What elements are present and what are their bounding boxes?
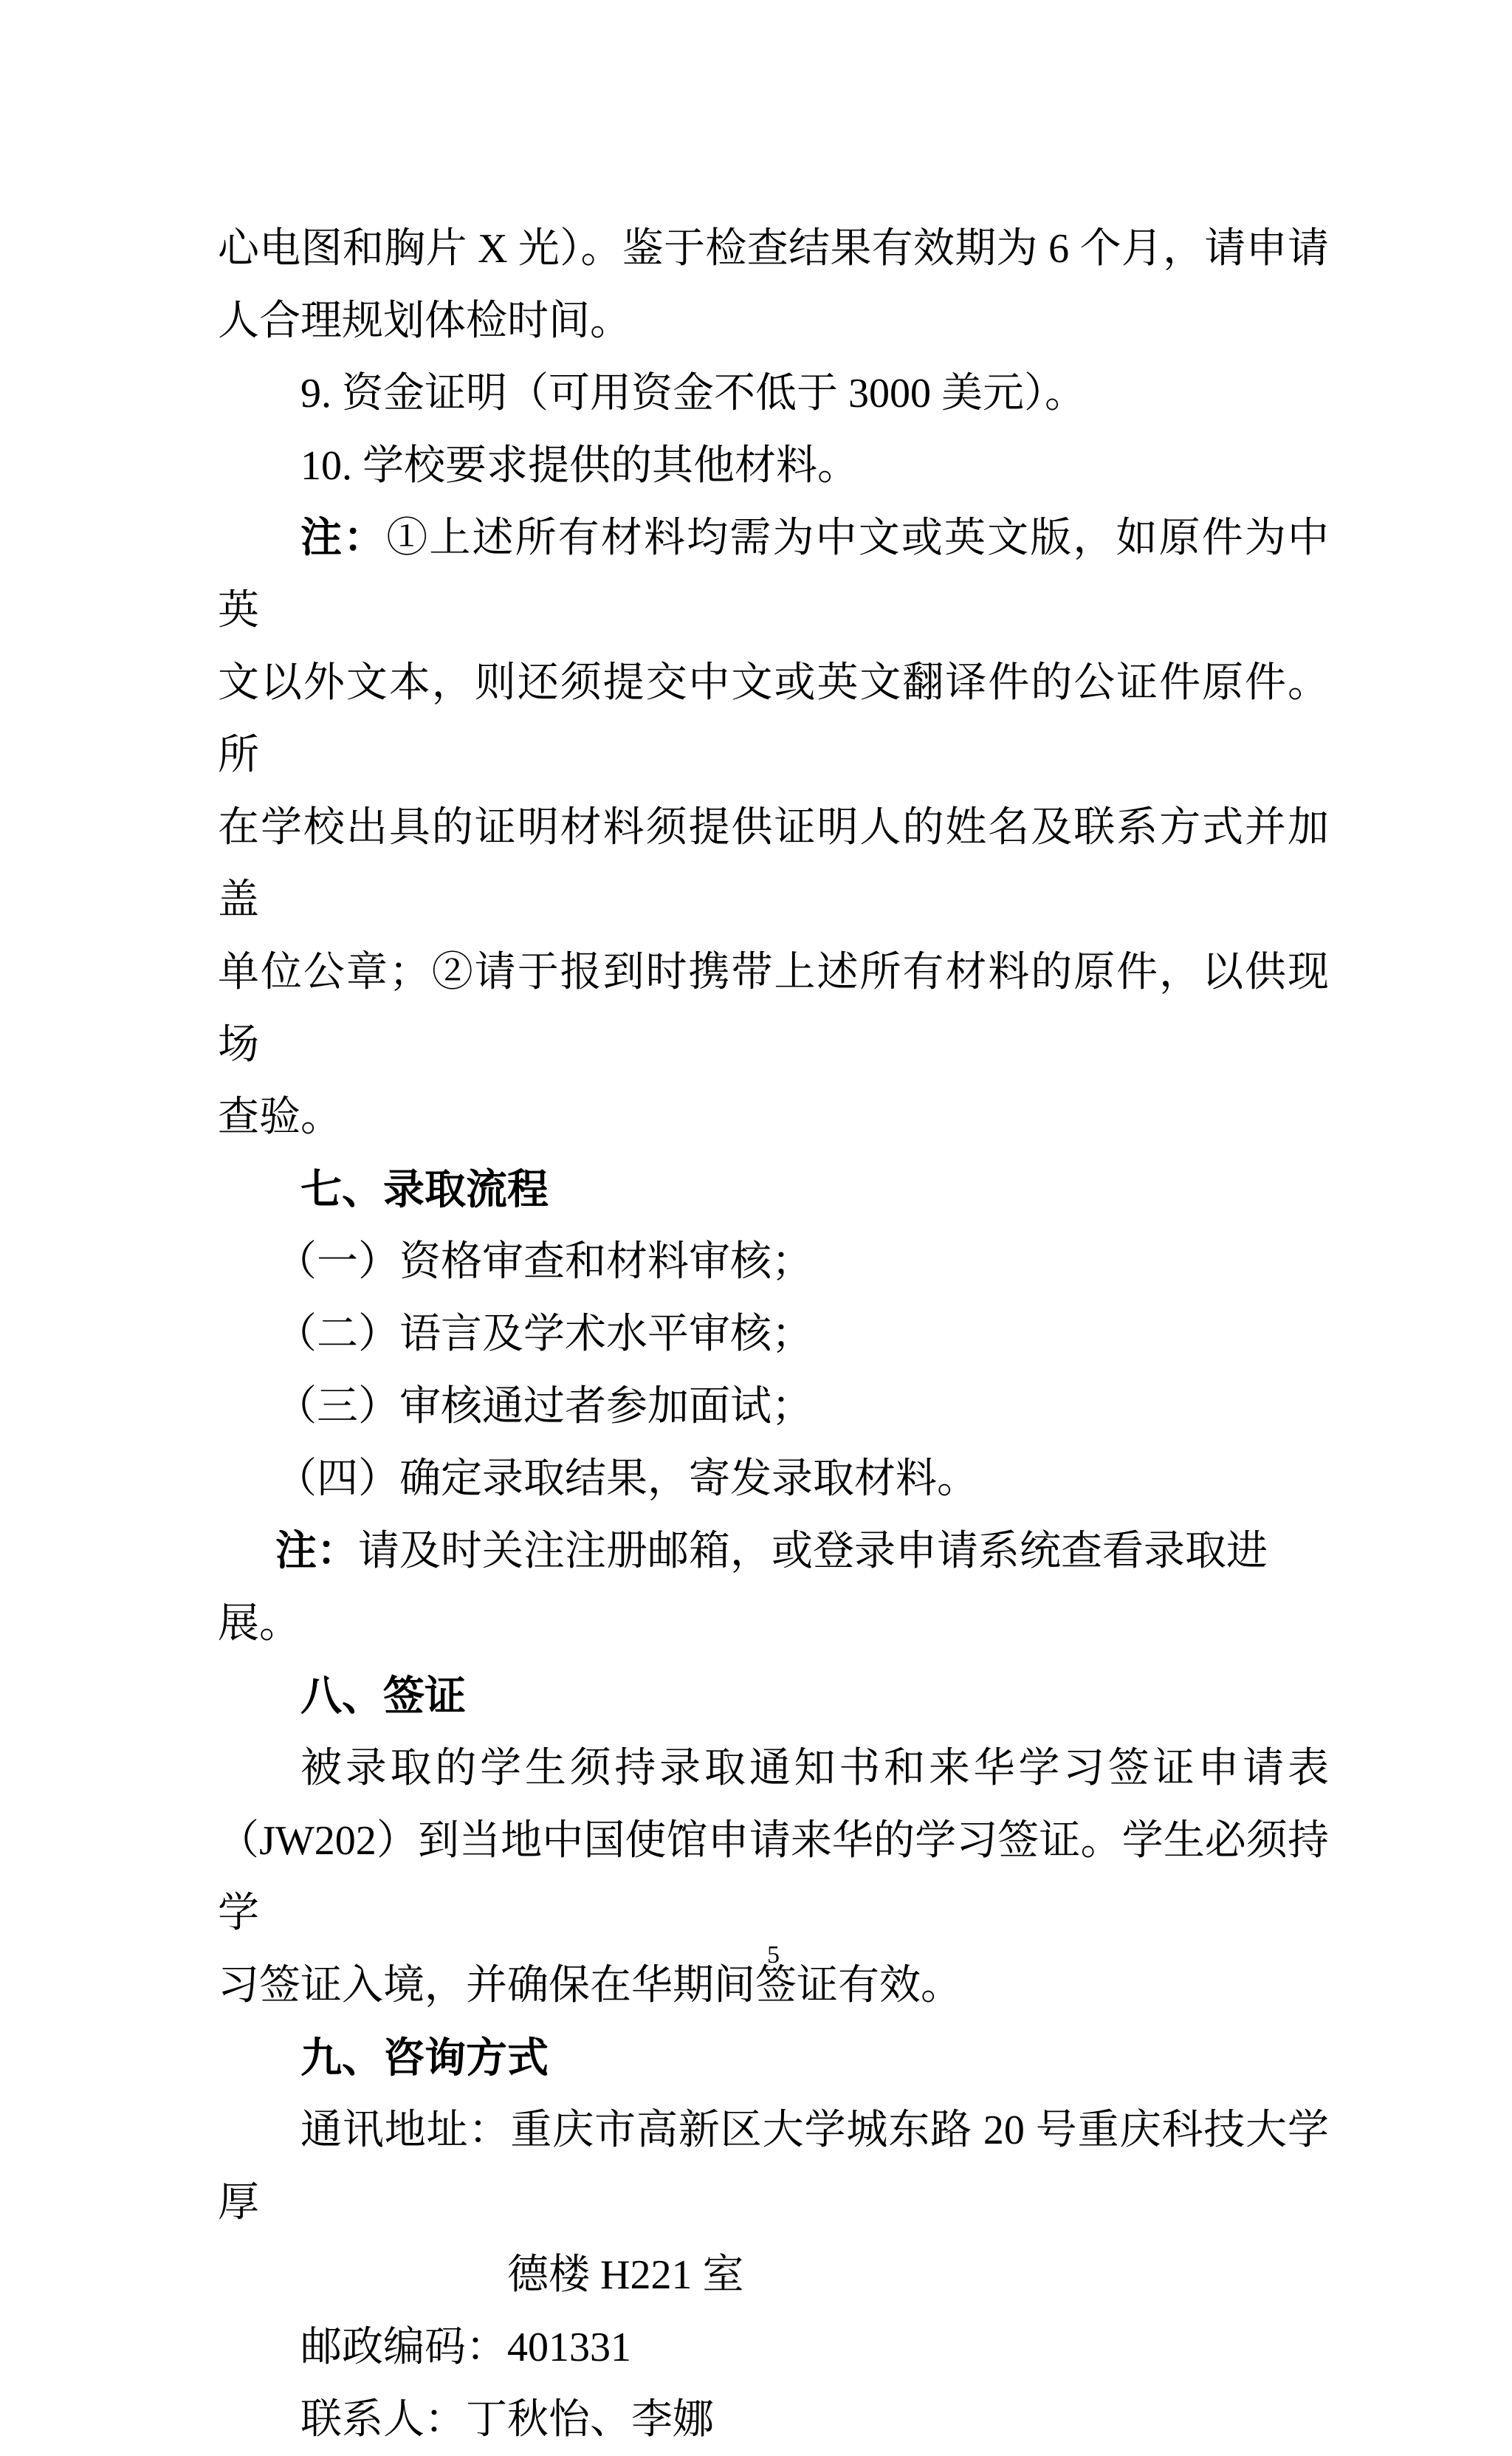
note-label: 注：: [300, 515, 387, 561]
process-step-2: [218, 1298, 1329, 1371]
note-materials-line-5: [218, 1081, 1329, 1153]
note-materials-line-2: [218, 647, 1329, 792]
section-heading-visa: [218, 1660, 1329, 1732]
line-text: 文以外文本，则还须提交中文或英文翻译件的公证件原件。所: [218, 660, 1329, 778]
note-materials-line-3: [218, 792, 1329, 936]
visa-paragraph-line-1: [218, 1732, 1329, 1805]
line-text: （JW202）到当地中国使馆申请来华的学习签证。学生必须持学: [218, 1818, 1329, 1936]
heading-text: 七、录取流程: [300, 1166, 549, 1212]
line-text: 10. 学校要求提供的其他材料。: [300, 443, 859, 489]
page-number: 5: [767, 1941, 780, 1969]
heading-text: 八、签证: [300, 1673, 466, 1719]
list-item-10-other-materials: [218, 430, 1329, 502]
contact-address-line-1: [218, 2094, 1329, 2239]
document-body: [218, 213, 1329, 2456]
line-text: 在学校出具的证明材料须提供证明人的姓名及联系方式并加盖: [218, 805, 1329, 923]
line-text: 邮政编码：401331: [300, 2325, 631, 2370]
list-item-9-funds-proof: [218, 357, 1329, 430]
line-text: 被录取的学生须持录取通知书和来华学习签证申请表: [300, 1746, 1329, 1791]
body-line-medical-exam-2: [218, 285, 1329, 357]
line-text: 通讯地址：重庆市高新区大学城东路 20 号重庆科技大学厚: [218, 2107, 1329, 2226]
contact-address-line-2: [218, 2239, 1329, 2311]
line-text: 联系人：丁秋怡、李娜: [300, 2397, 714, 2443]
process-step-4: [218, 1443, 1329, 1515]
line-text: （一）资格审查和材料审核；: [275, 1239, 813, 1285]
line-text: 人合理规划体检时间。: [218, 298, 631, 344]
note-materials-line-4: [218, 936, 1329, 1081]
line-text: （二）语言及学术水平审核；: [275, 1311, 813, 1357]
line-text: 9. 资金证明（可用资金不低于 3000 美元）。: [300, 371, 1086, 416]
line-text: 德楼 H221 室: [507, 2252, 744, 2298]
line-text: ①上述所有材料均需为中文或英文版，如原件为中英: [218, 515, 1330, 634]
section-heading-admission-process: [218, 1153, 1329, 1226]
contact-postal-code: [218, 2311, 1329, 2384]
section-heading-contact: [218, 2022, 1329, 2094]
process-step-3: [218, 1371, 1329, 1443]
heading-text: 九、咨询方式: [300, 2034, 549, 2081]
line-text: 查验。: [218, 1094, 342, 1140]
line-text: （三）审核通过者参加面试；: [275, 1384, 813, 1430]
note-label: 注：: [275, 1529, 358, 1574]
line-text: 单位公章；②请于报到时携带上述所有材料的原件，以供现场: [218, 950, 1329, 1068]
process-step-1: [218, 1226, 1329, 1298]
note-admission-progress: [218, 1515, 1329, 1660]
line-text: 心电图和胸片 X 光）。鉴于检查结果有效期为 6 个月，请申请: [218, 226, 1329, 272]
line-text: 请及时关注注册邮箱，或登录申请系统查看录取进展。: [218, 1529, 1268, 1647]
line-text: 习签证入境，并确保在华期间签证有效。: [218, 1963, 962, 2009]
note-materials-line-1: [218, 502, 1329, 647]
visa-paragraph-line-2: [218, 1805, 1329, 1949]
line-text: （四）确定录取结果，寄发录取材料。: [275, 1456, 978, 1502]
body-line-medical-exam-1: [218, 213, 1329, 285]
contact-persons: [218, 2384, 1329, 2456]
